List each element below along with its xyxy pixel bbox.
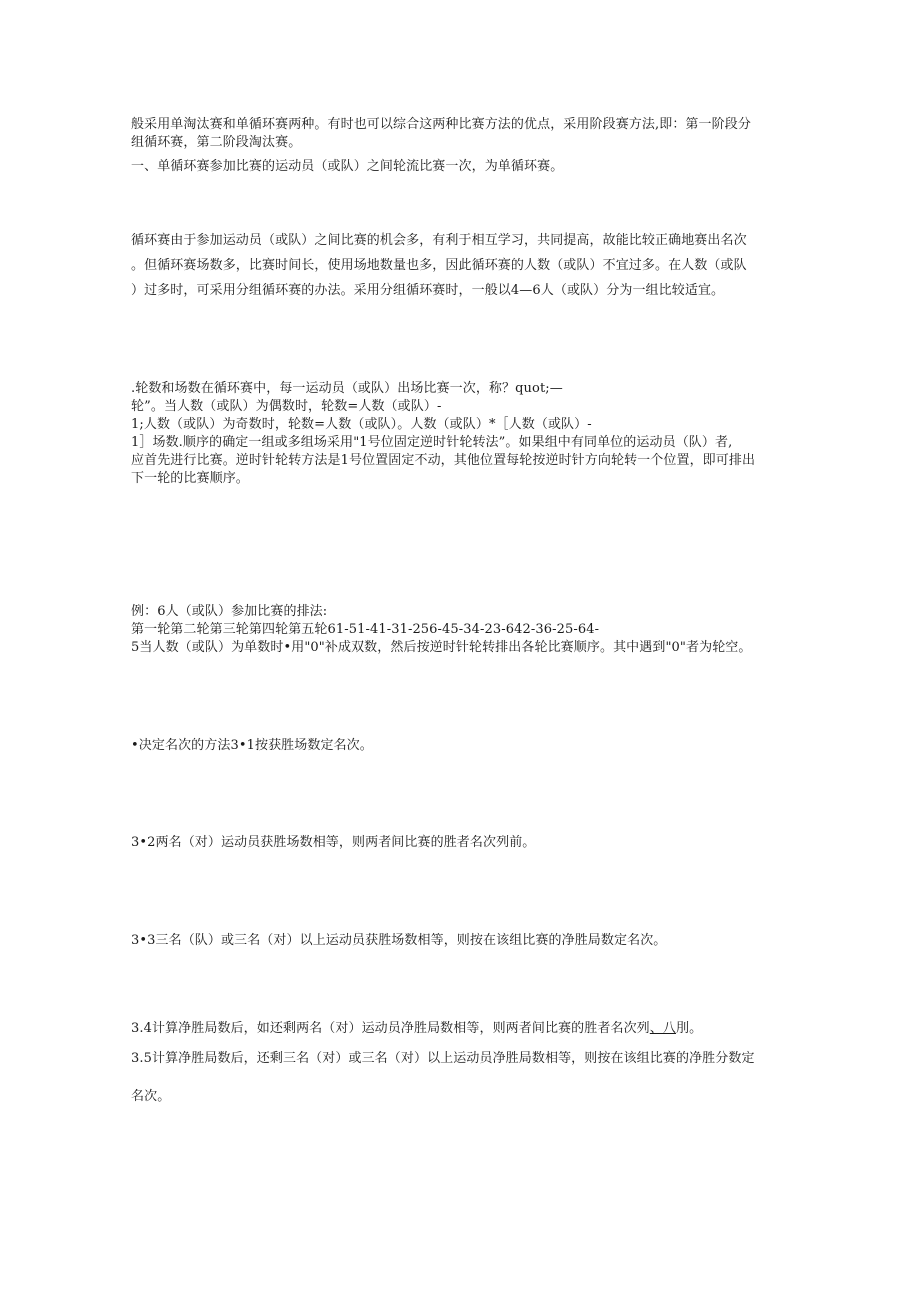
rule-3-3-text: 3•3三名（队）或三名（对）以上运动员获胜场数相等，则按在该组比赛的净胜局数定名次。: [131, 933, 667, 948]
ranking-rule-3-1: [131, 737, 781, 755]
rounds-line-4: 1］场数.顺序的确定一组或多组场采用"1号位固定逆时针轮转法”。如果组中有同单位的运动员（队）者,: [131, 435, 733, 450]
rule-3-1-text: •决定名次的方法3•1按获胜场数定名次。: [131, 738, 373, 753]
example-line-2: 第一轮第二轮第三轮第四轮第五轮61-51-41-31-256-45-34-23-642-36-25-64-: [131, 622, 600, 637]
rule-3-4-line: [131, 1020, 781, 1038]
ranking-rule-3-5: [131, 1050, 781, 1106]
single-round-robin-definition: 一、单循环赛参加比赛的运动员（或队）之间轮流比赛一次，为单循环赛。: [131, 159, 564, 174]
round-robin-features-paragraph: [131, 230, 781, 302]
features-line-3: ）过多时，可采用分组循环赛的办法。采用分组循环赛时，一般以4—6人（或队）分为一组比较适宜。: [131, 283, 725, 298]
features-line-1: 循环赛由于参加运动员（或队）之间比赛的机会多，有利于相互学习，共同提高，故能比较正确地赛出名次: [131, 233, 747, 248]
ranking-rule-3-3: [131, 932, 781, 950]
intro-line-1: 般采用单淘汰赛和单循环赛两种。有时也可以综合这两种比赛方法的优点，采用阶段赛方法,即：第一阶段分: [131, 117, 751, 132]
rule-3-4-underlined-mark: 、八: [649, 1021, 676, 1036]
intro-line-2: 组循环赛，第二阶段淘汰赛。: [131, 135, 302, 150]
rounds-line-6: 下一轮的比赛顺序。: [131, 471, 249, 486]
features-line-2: 。但循环赛场数多，比赛时间长，使用场地数量也多，因此循环赛的人数（或队）不宜过多。在人数（或队: [131, 258, 747, 273]
rule-3-2-text: 3•2两名（对）运动员获胜场数相等，则两者间比赛的胜者名次列前。: [131, 835, 536, 850]
example-line-3: 5当人数（或队）为单数时•用"0"补成双数，然后按逆时针轮转排出各轮比赛顺序。其中遇到"0"者为轮空。: [131, 640, 752, 655]
example-paragraph: [131, 603, 781, 657]
rule-3-4-text: 3.4计算净胜局数后，如还剩两名（对）运动员净胜局数相等，则两者间比赛的胜者名次列: [131, 1021, 650, 1036]
rounds-line-3: 1;人数（或队）为奇数时，轮数=人数（或队）。人数（或队）*［人数（或队）-: [131, 417, 592, 432]
ranking-rule-3-4: [131, 1020, 781, 1038]
rule-3-4-tail: 刖。: [675, 1021, 703, 1036]
ranking-rule-3-2: [131, 834, 781, 852]
rounds-line-2: 轮”。当人数（或队）为偶数时，轮数=人数（或队）-: [131, 399, 442, 414]
example-line-1: 例：6人（或队）参加比赛的排法:: [131, 604, 328, 619]
rounds-line-1: .轮数和场数在循环赛中，每一运动员（或队）出场比赛一次，称？quot;—: [131, 381, 563, 396]
intro-paragraph: [131, 116, 781, 176]
rule-3-5-line-1: 3.5计算净胜局数后，还剩三名（对）或三名（对）以上运动员净胜局数相等，则按在该组比赛的净胜分数定: [131, 1051, 755, 1066]
rounds-and-matches-paragraph: [131, 380, 781, 488]
rounds-line-5: 应首先进行比赛。逆时针轮转方法是1号位置固定不动，其他位置每轮按逆时针方向轮转一个位置，即可排出: [131, 453, 756, 468]
rule-3-5-line-2: 名次。: [131, 1089, 171, 1104]
